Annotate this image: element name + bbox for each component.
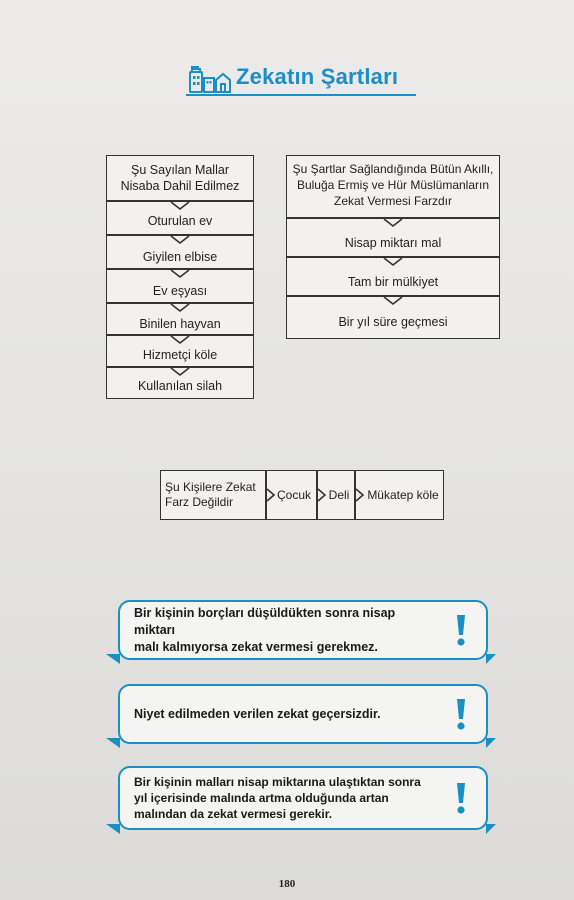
page-title: Zekatın Şartları	[236, 64, 399, 89]
chevron-down-icon	[169, 235, 191, 245]
exclamation-icon	[454, 781, 468, 815]
note-tab	[106, 654, 120, 664]
excluded-item: Oturulan ev	[147, 214, 213, 228]
exempt-person: Deli	[328, 488, 350, 502]
conditions-header: Şu Şartlar Sağlandığında Bütün Akıllı, Buluğa Ermiş ve Hür Müslümanların Zekat Vermesi Farzdır	[292, 162, 494, 208]
chevron-down-icon	[169, 201, 191, 211]
note-box	[118, 766, 488, 830]
exempt-persons-label: Şu Kişilere Zekat Farz Değildir	[165, 480, 256, 509]
note-tab	[486, 654, 496, 664]
buildings-icon	[186, 64, 232, 94]
note-tab	[106, 824, 120, 834]
excluded-assets-box	[106, 155, 254, 399]
condition-item: Bir yıl süre geçmesi	[338, 315, 448, 329]
chevron-down-icon	[382, 218, 404, 228]
excluded-assets-header: Şu Sayılan Mallar Nisaba Dahil Edilmez	[120, 163, 240, 193]
excluded-item: Giyilen elbise	[142, 250, 218, 264]
note-text: Niyet edilmeden verilen zekat geçersizdir.	[134, 706, 381, 721]
exempt-person: Mükatep köle	[367, 488, 439, 502]
page-title-block	[186, 60, 416, 100]
chevron-down-icon	[169, 269, 191, 279]
excluded-item: Binilen hayvan	[139, 317, 221, 331]
note-tab	[486, 824, 496, 834]
exclamation-icon	[454, 697, 468, 731]
chevron-down-icon	[382, 296, 404, 306]
note-box	[118, 600, 488, 660]
exclamation-icon	[454, 613, 468, 647]
excluded-item: Kullanılan silah	[137, 379, 223, 393]
conditions-box	[286, 155, 500, 339]
note-tab	[106, 738, 120, 748]
excluded-item: Hizmetçi köle	[142, 348, 218, 362]
note-box	[118, 684, 488, 744]
title-underline	[186, 94, 416, 96]
excluded-item: Ev eşyası	[152, 284, 208, 298]
note-text: Bir kişinin borçları düşüldükten sonra nisap miktarı malı kalmıyorsa zekat vermesi gerekmez.	[134, 605, 396, 654]
page-number: 180	[278, 878, 296, 890]
note-text: Bir kişinin malları nisap miktarına ulaştıktan sonra yıl içerisinde malında artma olduğunda artan malından da zekat vermesi gerekir.	[134, 775, 421, 821]
chevron-down-icon	[169, 367, 191, 377]
condition-item: Nisap miktarı mal	[344, 236, 442, 250]
chevron-down-icon	[169, 335, 191, 345]
exempt-persons-box	[160, 470, 444, 520]
chevron-down-icon	[382, 257, 404, 267]
exempt-person: Çocuk	[276, 488, 311, 502]
condition-item: Tam bir mülkiyet	[347, 275, 439, 289]
note-tab	[486, 738, 496, 748]
chevron-down-icon	[169, 303, 191, 313]
